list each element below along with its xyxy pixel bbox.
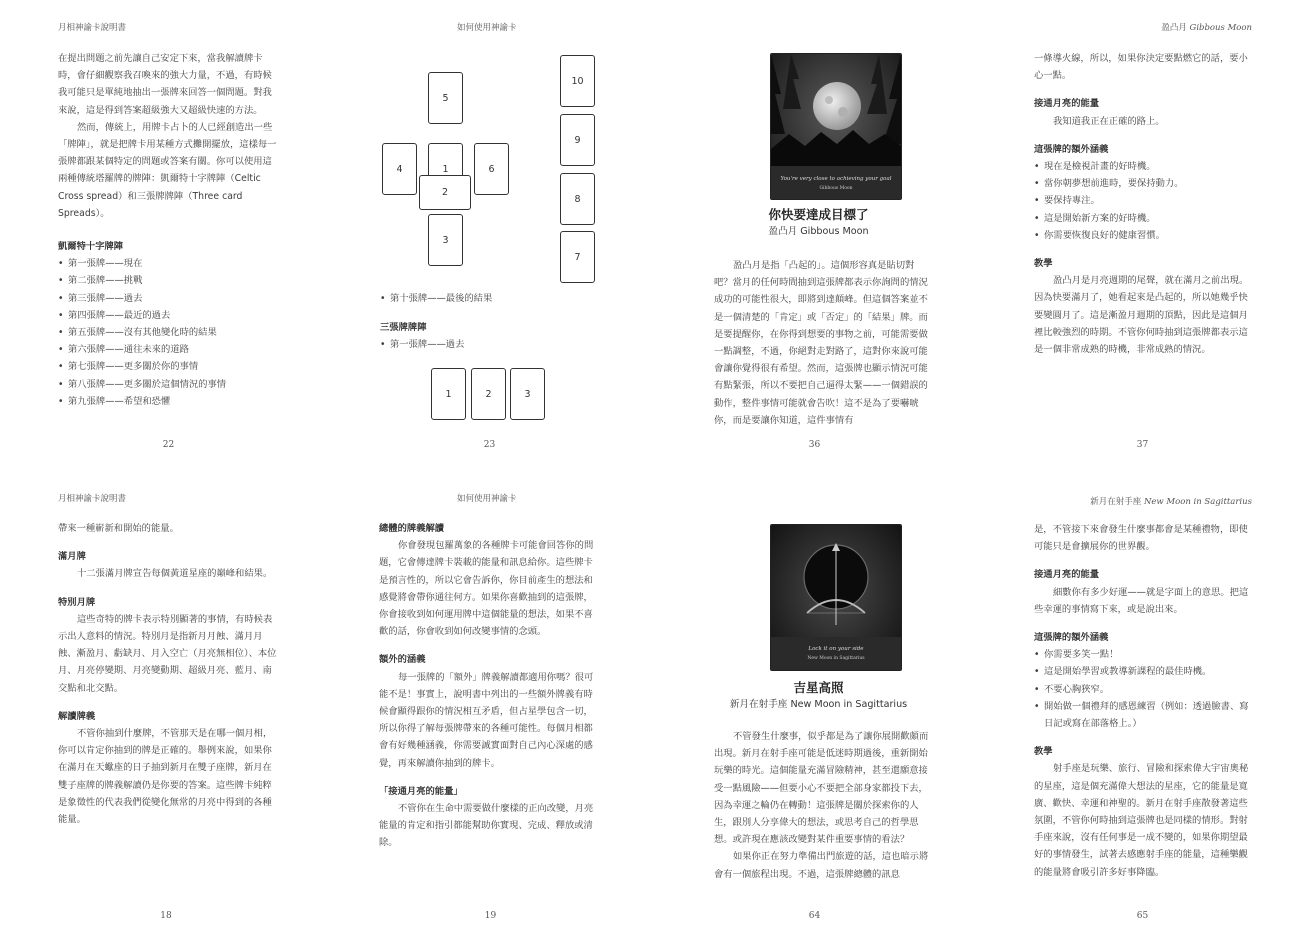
page-body [1034,521,1253,881]
card-illustration-new-moon-sagittarius [770,524,902,671]
section-heading: 「接通月亮的能量」 [379,785,463,797]
spread-card-5: 5 [428,72,463,124]
gibbous-moon-icon [771,54,901,199]
three-card-2: 2 [471,368,506,420]
page-37 [982,0,1309,470]
header-en: New Moon in Sagittarius [1143,497,1252,507]
bullet-list [380,336,600,353]
paragraph: 盈凸月是月亮週期的尾聲，就在滿月之前出現。因為快要滿月了，她看起來是凸起的，所以她幾乎快要變圓月了。這是漸盈月週期的頂點，因此是這個月裡比較強烈的時期。不管你何時抽到這張牌都表示這是一個非常成熟的時機，非常成熟的情況。 [1034,275,1249,356]
running-header [1090,495,1252,507]
section-heading: 總體的牌義解讀 [379,523,445,534]
page-22 [0,0,327,470]
svg-text:You're very close to achieving: You're very close to achieving your goal [780,176,892,182]
spread-card-7: 7 [560,231,595,283]
card-subtitle: 新月在射手座 New Moon in Sagittarius [729,699,908,710]
paragraph: 細數你有多少好運——就是字面上的意思。把這些幸運的事情寫下來，或是說出來。 [1034,586,1249,615]
page-23 [327,0,654,470]
page-body [379,520,599,852]
list-item: • 不要心胸狹窄。 [1034,681,1253,698]
list-item: • 這是開始學習或教導新課程的最佳時機。 [1034,663,1253,680]
paragraph: 你會發現包羅萬象的各種牌卡可能會回答你的問題，它會傳達牌卡裝載的能量和訊息給你。這些牌卡是預言性的，所以它會告訴你，你目前產生的想法和感覺將會帶你通往何方。如果你喜歡抽到的這張牌，你會接收到如何運用牌中這個能量的想法，如果不喜歡的話，你會收到如何改變事情的念頭。 [379,540,594,638]
list-item: • 第六張牌——通往未來的道路 [58,341,278,358]
spread-card-2: 2 [419,175,471,210]
section-heading: 接通月亮的能量 [1034,98,1100,110]
paragraph: 帶來一種嶄新和開始的能量。 [58,523,179,534]
list-item: • 第四張牌——最近的過去 [58,307,278,324]
list-item: • 第七張牌——更多關於你的事情 [58,358,278,375]
page-number: 65 [1136,911,1149,921]
page-body [58,520,278,828]
bullet-list [1034,646,1253,732]
spread-card-9: 9 [560,114,595,166]
page-19 [327,471,654,941]
list-item: • 第九張牌——希望和恐懼 [58,393,278,410]
running-header: 如何使用神諭卡 [457,23,517,33]
list-item: • 你需要多笑一點！ [1034,646,1253,663]
page-number: 36 [808,440,821,450]
bullet-list [380,290,600,307]
svg-text:Gibbous Moon: Gibbous Moon [819,186,853,191]
list-item: • 第一張牌——過去 [380,336,600,353]
paragraph: 不管發生什麼事，似乎都是為了讓你展開歡頗而出現。新月在射手座可能是低迷時期過後，重新開始玩樂的時光。這個能量充滿冒險精神，甚至還願意接受一點風險——但要小心不要把全部身家都投下去，因為幸運之輪仍在轉動！這張牌是關於探索你的人生，跟別人分享偉大的想法，或思考自己的哲學思想。或許現在應該改變對某件重要事情的看法？ [714,731,929,846]
section-heading: 教學 [1034,258,1053,270]
page-number: 19 [484,911,497,921]
paragraph: 射手座是玩樂、旅行、冒險和探索偉大宇宙奧秘的星座，這是個充滿偉大想法的星座，它的能量是寬廣、歡快、幸運和神聖的。新月在射手座散發著這些氛圍，不管你何時抽到這張牌也是同樣的情形。對射手座來說，沒有任何事是一成不變的，如果你期望最好的事情發生，試著去感應射手座的能量，這種樂觀的能量將會吸引許多好事降臨。 [1034,763,1249,878]
card-title: 你快要達成目標了 [768,207,869,222]
header-en: Gibbous Moon [1189,23,1252,33]
spread-card-3: 3 [428,214,463,266]
svg-text:New Moon in Sagittarius: New Moon in Sagittarius [807,656,865,661]
paragraph: 不管你抽到什麼牌，不管那天是在哪一個月相，你可以肯定你抽到的牌是正確的。舉例來說，如果你在滿月在天蠍座的日子抽到新月在雙子座牌，新月在雙子座牌的牌義解讀仍是你要的答案。這些牌卡純粹是象徵性的代表我們從變化無常的月亮中得到的各種能量。 [58,728,273,826]
header-zh: 盈凸月 [1161,23,1187,33]
list-item: • 第十張牌——最後的結果 [380,290,600,307]
section-heading: 額外的涵義 [379,654,426,666]
section-heading: 教學 [1034,746,1053,758]
new-moon-bow-icon [771,525,901,670]
list-item: • 要保持專注。 [1034,192,1253,209]
running-header: 如何使用神諭卡 [457,494,517,504]
list-item: • 開始做一個禮拜的感恩練習（例如：透過臉書、寫日記或寫在部落格上。） [1034,698,1253,732]
spread-card-10: 10 [560,55,595,107]
page-body [714,257,932,429]
svg-text:Lock it on your side: Lock it on your side [808,646,864,652]
three-card-1: 1 [431,368,466,420]
section-heading: 這張牌的額外涵義 [1034,632,1109,644]
running-header: 月相神諭卡說明書 [58,494,127,504]
paragraph: 一條導火線，所以，如果你決定要點燃它的話，要小心一點。 [1034,53,1248,82]
section-heading: 這張牌的額外涵義 [1034,143,1109,155]
paragraph: 不管你在生命中需要做什麼樣的正向改變，月亮能量的肯定和指引都能幫助你實現、完成、釋放或清除。 [379,803,594,849]
paragraph: 每一張牌的「額外」牌義解讀都適用你嗎？很可能不是！事實上，說明書中列出的一些額外牌義有時候會顯得跟你的情況相互矛盾，但占星學包含一切，所以你得了解每張牌帶來的各種可能性。每個月相都會有好幾種涵義，你需要誠實面對自己內心深處的感覺，再來解讀你抽到的牌卡。 [379,671,594,769]
page-body [714,728,932,883]
list-item: • 第五張牌——沒有其他變化時的結果 [58,324,278,341]
spread-card-4: 4 [382,143,417,195]
page-body [380,290,600,354]
paragraph: 然而，傳統上，用牌卡占卜的人已經創造出一些「牌陣」，就是把牌卡用某種方式攤開擺放，這樣每一張牌都跟某個特定的問題或答案有關。你可以使用這兩種傳統塔羅牌的牌陣：凱爾特十字牌陣（Celtic Cross spread）和三張牌牌陣（Three card Spreads）。 [58,121,277,219]
page-number: 18 [160,911,172,921]
list-item: • 現在是檢視計畫的好時機。 [1034,158,1253,175]
section-heading: 三張牌牌陣 [380,322,427,334]
list-item: • 第二張牌——挑戰 [58,272,278,289]
header-zh: 新月在射手座 [1090,497,1142,507]
page-18 [0,471,327,941]
paragraph: 這些奇特的牌卡表示特別顯著的事情，有時候表示出人意料的情況。特別月是指新月月蝕、滿月月蝕、漸盈月、虧缺月、月入空亡（月亮無相位）、本位月、月亮停變期、月亮變動期、超級月亮、藍月、南交點和北交點。 [58,613,277,694]
page-65 [982,471,1309,941]
running-header: 月相神諭卡說明書 [58,23,127,33]
section-heading: 解讀牌義 [58,710,96,722]
spread-card-1: 1 [428,143,463,195]
paragraph: 十二張滿月牌宣告每個黃道星座的巔峰和結果。 [77,568,273,580]
paragraph: 如果你正在努力準備出門旅遊的話，這也暗示將會有一個旅程出現。不過，這張牌總體的訊息 [714,851,929,880]
section-heading: 滿月牌 [58,551,86,563]
card-illustration-gibbous-moon [770,53,902,200]
page-number: 23 [483,440,496,450]
spread-card-8: 8 [560,173,595,225]
page-number: 37 [1136,440,1149,450]
paragraph: 在提出問題之前先讓自己安定下來，當我解讀牌卡時，會仔細觀察我召喚來的強大力量，不過，有時候我可能只是單純地抽出一張牌來回答一個問題。對我來說，這是得到答案超級強大又超級快速的方法。 [58,53,272,116]
list-item: • 第一張牌——現在 [58,255,278,272]
page-body [58,50,278,410]
list-item: • 第八張牌——更多關於這個情況的事情 [58,376,278,393]
page-36 [655,0,982,470]
bullet-list [58,255,278,410]
section-heading: 凱爾特十字牌陣 [58,241,124,253]
page-64 [655,471,982,941]
spread-card-6: 6 [474,143,509,195]
bullet-list [1034,158,1253,244]
list-item: • 第三張牌——過去 [58,290,278,307]
list-item: • 當你朝夢想前進時，要保持動力。 [1034,175,1253,192]
paragraph: 我知道我正在正確的路上。 [1053,115,1165,127]
list-item: • 你需要恢復良好的健康習慣。 [1034,227,1253,244]
card-subtitle: 盈凸月 Gibbous Moon [768,226,869,237]
paragraph: 是，不管接下來會發生什麼事都會是某種禮物，即使可能只是會擴展你的世界觀。 [1034,524,1248,553]
running-header [1161,21,1252,33]
three-card-3: 3 [510,368,545,420]
page-number: 64 [808,911,821,921]
card-title: 吉星高照 [793,680,844,695]
list-item: • 這是開始新方案的好時機。 [1034,210,1253,227]
paragraph: 盈凸月是指「凸起的」。這個形容真是貼切對吧？當月的任何時間抽到這張牌都表示你詢問的情況成功的可能性很大，即將到達顛峰。但這個答案並不是一個清楚的「肯定」或「否定」的「結果」牌。而是要提醒你，在你得到想要的事物之前，可能需要做一點調整，不過，你絕對走對路了，這對你來說可能會讓你覺得很有希望。然而，這張牌也顯示情況可能有點緊張，所以不要把自己逼得太緊——一個錯誤的動作，整件事情可能就會告吹！這不是為了要嚇唬你，而是要讓你知道，這件事情有 [714,260,928,426]
page-number: 22 [162,440,175,450]
section-heading: 特別月牌 [58,596,96,608]
page-body [1034,50,1253,358]
section-heading: 接通月亮的能量 [1034,569,1100,581]
